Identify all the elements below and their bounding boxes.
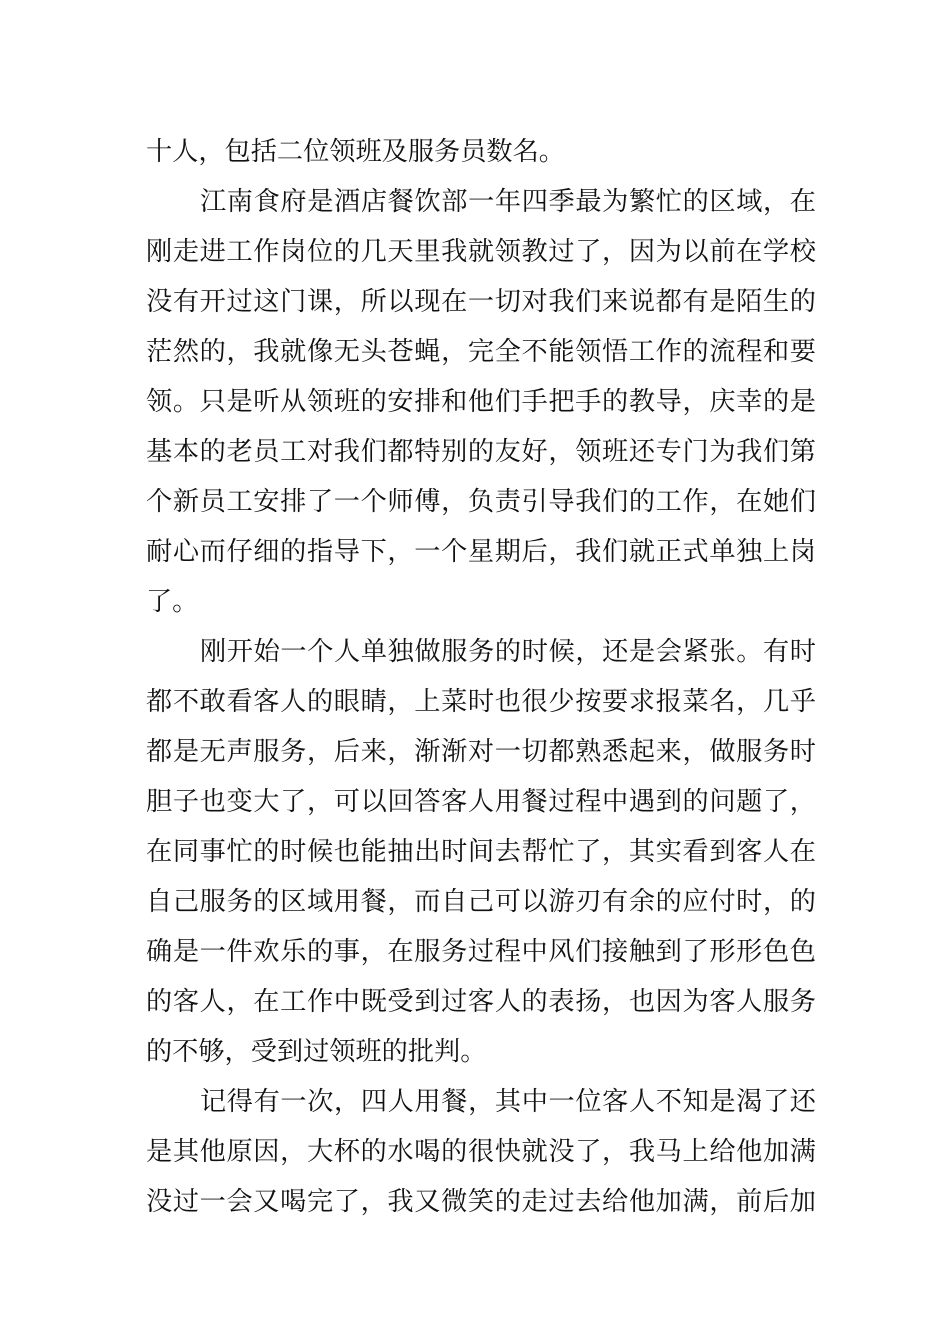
- text-line: 领。只是听从领班的安排和他们手把手的教导，庆幸的是: [146, 387, 816, 417]
- text-line: 在同事忙的时候也能抽出时间去帮忙了，其实看到客人在: [146, 837, 816, 867]
- text-line: 茫然的，我就像无头苍蝇，完全不能领悟工作的流程和要: [146, 337, 816, 367]
- text-line: 个新员工安排了一个师傅，负责引导我们的工作，在她们: [146, 487, 816, 517]
- text-line: 没过一会又喝完了，我又微笑的走过去给他加满，前后加: [146, 1187, 816, 1217]
- text-line: 十人，包括二位领班及服务员数名。: [146, 137, 565, 167]
- text-line: 确是一件欢乐的事，在服务过程中风们接触到了形形色色: [146, 937, 816, 967]
- paragraph-first-line: 刚开始一个人单独做服务的时候，还是会紧张。有时: [200, 637, 816, 667]
- text-line: 的客人，在工作中既受到过客人的表扬，也因为客人服务: [146, 987, 816, 1017]
- text-line: 刚走进工作岗位的几天里我就领教过了，因为以前在学校: [146, 237, 816, 267]
- text-line: 基本的老员工对我们都特别的友好，领班还专门为我们第: [146, 437, 816, 467]
- text-line: 了。: [146, 587, 199, 617]
- text-line: 胆子也变大了，可以回答客人用餐过程中遇到的问题了，: [146, 787, 816, 817]
- paragraph-first-line: 记得有一次，四人用餐，其中一位客人不知是渴了还: [200, 1087, 816, 1117]
- paragraph-first-line: 江南食府是酒店餐饮部一年四季最为繁忙的区域，在: [200, 187, 816, 217]
- text-line: 是其他原因，大杯的水喝的很快就没了，我马上给他加满: [146, 1137, 816, 1167]
- text-line: 没有开过这门课，所以现在一切对我们来说都有是陌生的: [146, 287, 816, 317]
- text-line: 耐心而仔细的指导下，一个星期后，我们就正式单独上岗: [146, 537, 816, 567]
- document-body: [146, 127, 816, 1227]
- text-line: 的不够，受到过领班的批判。: [146, 1037, 487, 1067]
- text-line: 自己服务的区域用餐，而自己可以游刃有余的应付时，的: [146, 887, 816, 917]
- text-line: 都不敢看客人的眼睛，上菜时也很少按要求报菜名，几乎: [146, 687, 816, 717]
- text-line: 都是无声服务，后来，渐渐对一切都熟悉起来，做服务时: [146, 737, 816, 767]
